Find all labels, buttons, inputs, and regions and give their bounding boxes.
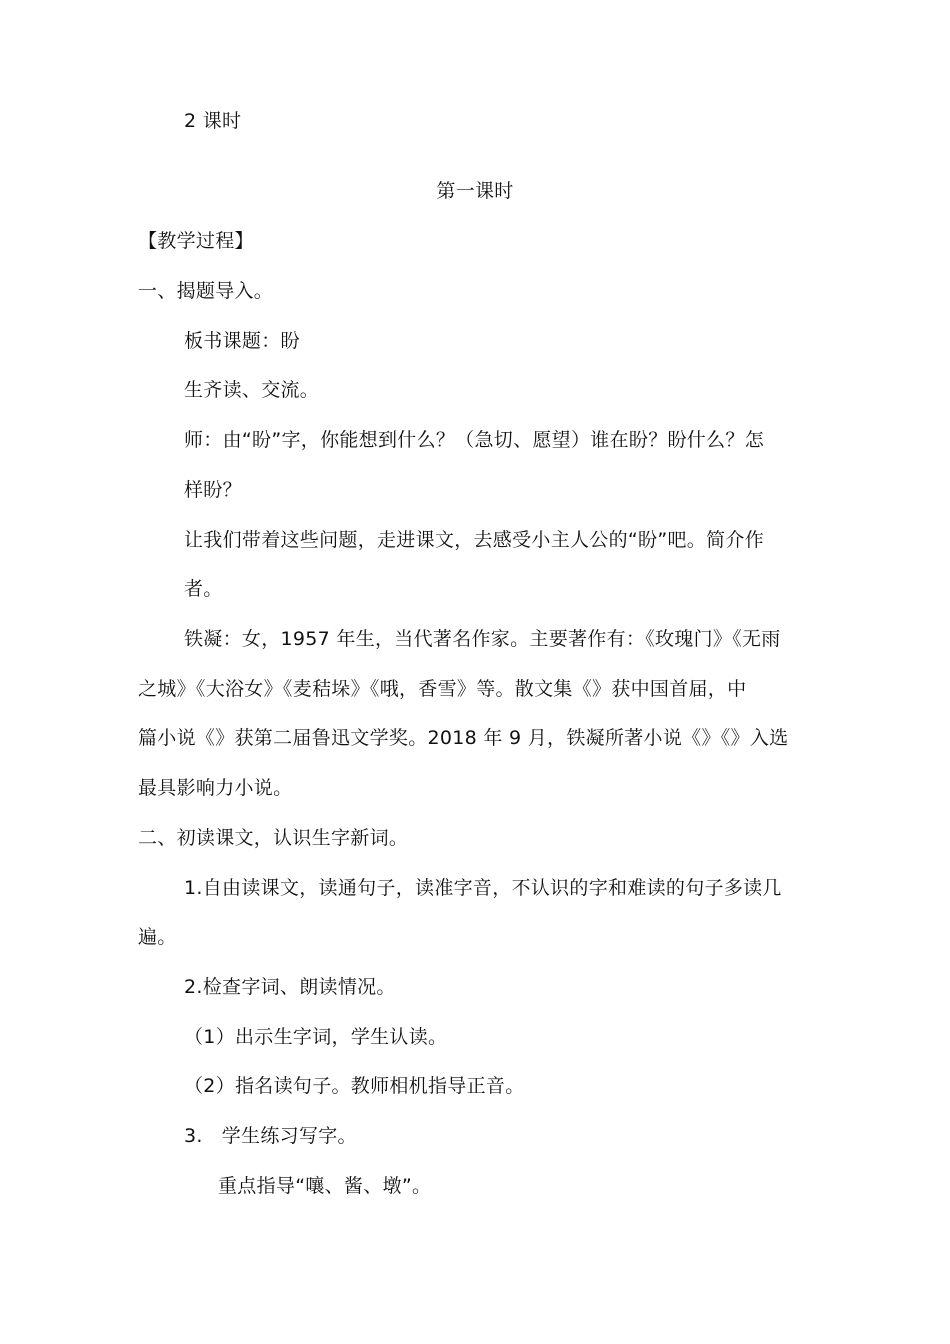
teacher-question-line-1: 师：由“盼”字，你能想到什么？（急切、愿望）谁在盼？盼什么？怎 [184,429,764,451]
step1-line-1: 1.自由读课文，读通句子，读准字音，不认识的字和难读的句子多读几 [184,877,782,899]
author-line-3: 篇小说《》获第二届鲁迅文学奖。2018 年 9 月，铁凝所著小说《》《》入选 [138,727,789,749]
step3: 3. 学生练习写字。 [184,1125,357,1147]
part1-heading: 一、揭题导入。 [138,280,274,302]
intro-line-2: 者。 [184,578,223,600]
step2-sub-1: （1）出示生字词，学生认读。 [184,1026,448,1048]
step2: 2.检查字词、朗读情况。 [184,976,396,998]
author-line-1: 铁凝：女，1957 年生，当代著名作家。主要著作有：《玫瑰门》《无雨 [184,628,781,650]
read-together: 生齐读、交流。 [184,379,320,401]
section-title: 第一课时 [436,180,514,202]
part2-heading: 二、初读课文，认识生字新词。 [138,827,409,849]
process-heading: 【教学过程】 [138,230,254,252]
step2-sub-2: （2）指名读句子。教师相机指导正音。 [184,1075,525,1097]
board-title: 板书课题：盼 [184,330,300,352]
step1-line-2: 遍。 [138,926,177,948]
author-line-4: 最具影响力小说。 [138,777,293,799]
lesson-count: 2 课时 [184,110,242,132]
author-line-2: 之城》《大浴女》《麦秸垛》《哦，香雪》等。散文集《》获中国首届，中 [138,678,747,700]
teacher-question-line-2: 样盼？ [184,479,242,501]
step3-focus: 重点指导“嚷、酱、墩”。 [218,1175,432,1197]
intro-line-1: 让我们带着这些问题，走进课文，去感受小主人公的“盼”吧。简介作 [184,529,764,551]
